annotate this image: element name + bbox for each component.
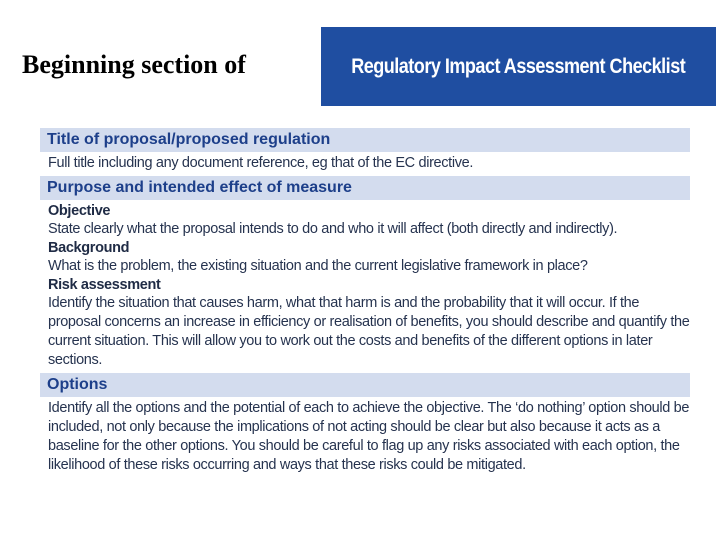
sub-heading-risk-assessment: Risk assessment (48, 277, 161, 293)
section-header: Purpose and intended effect of measure (40, 176, 690, 200)
sub-heading-objective: Objective (48, 203, 111, 219)
section-title-of-proposal (40, 128, 690, 176)
checklist-banner (321, 27, 716, 106)
background-text: What is the problem, the existing situation and the current legislative framework in place? (48, 258, 588, 274)
slide-title: Beginning section of (22, 50, 246, 79)
section-header: Options (40, 373, 690, 397)
section-options (40, 373, 690, 478)
section-body (40, 200, 690, 373)
sub-heading-background: Background (48, 240, 130, 256)
checklist (40, 128, 690, 478)
objective-text: State clearly what the proposal intends to do and who it will affect (both directly and indirectly). (48, 221, 618, 237)
section-body (40, 397, 690, 478)
section-purpose (40, 176, 690, 373)
options-text: Identify all the options and the potential of each to achieve the objective. The ‘do nothing’ option should be included, not only because the implications of not acting should be clear but also because it acts as a baseline for the other options. You should be careful to flag up any risks associated with each option, the likelihood of these risks occurring and ways that these risks could be mitigated. (48, 400, 690, 473)
risk-assessment-text: Identify the situation that causes harm, what that harm is and the probability that it will occur. If the proposal concerns an increase in efficiency or realisation of benefits, you should describe and quantify the current situation. This will allow you to work out the costs and benefits of the different options in later sections. (48, 295, 690, 368)
banner-title: Regulatory Impact Assessment Checklist (351, 54, 686, 78)
section-header: Title of proposal/proposed regulation (40, 128, 690, 152)
section-text: Full title including any document reference, eg that of the EC directive. (48, 155, 473, 171)
section-body (40, 152, 690, 176)
